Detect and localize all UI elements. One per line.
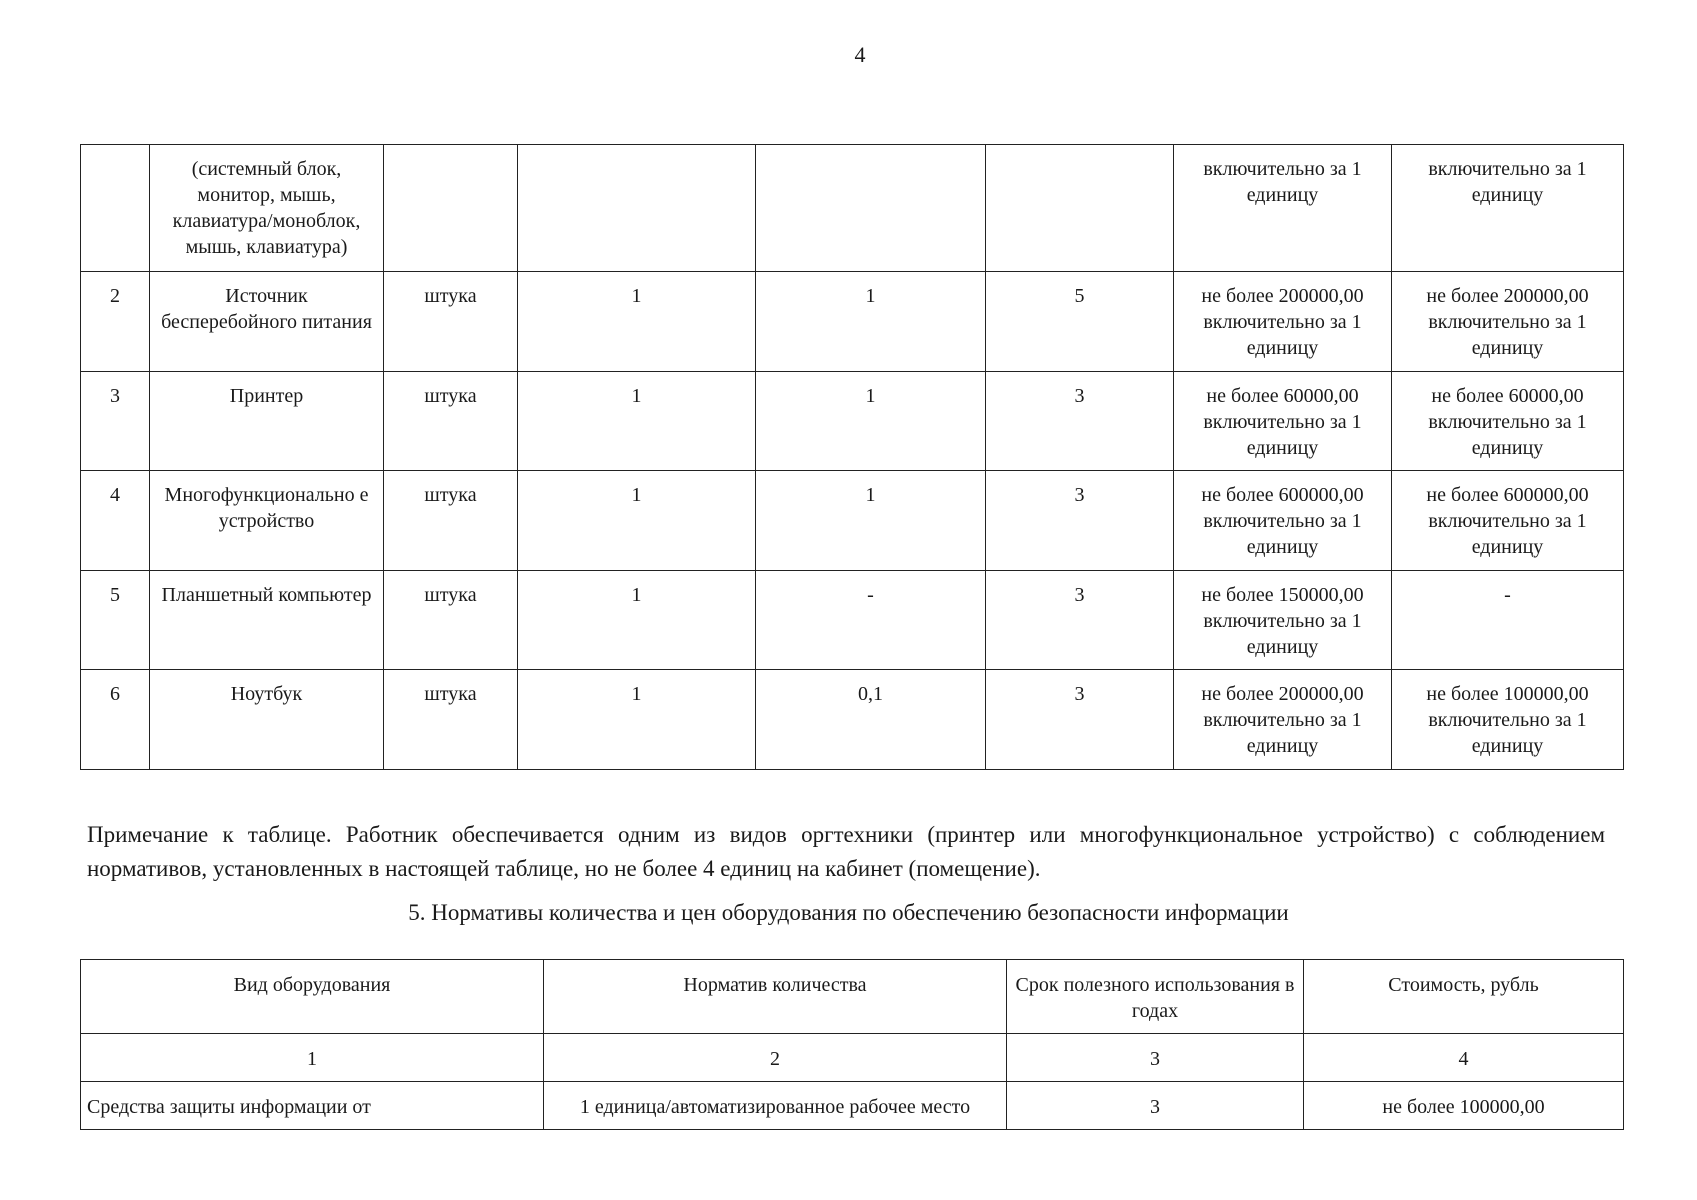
table-row	[81, 371, 1624, 471]
price-cell: не более 200000,00 включительно за 1 единицу	[1174, 272, 1392, 372]
column-number-row	[81, 1034, 1624, 1082]
value-cell: 1	[756, 371, 986, 471]
unit-cell: штука	[384, 371, 518, 471]
price-cell: включительно за 1 единицу	[1392, 145, 1624, 272]
row-number: 2	[81, 272, 150, 372]
value-cell: 1	[518, 670, 756, 770]
equipment-name: (системный блок, монитор, мышь, клавиатура/моноблок, мышь, клавиатура)	[150, 145, 384, 272]
value-cell: 1	[518, 471, 756, 571]
table-row	[81, 145, 1624, 272]
table-row	[81, 1082, 1624, 1130]
column-number: 2	[544, 1034, 1007, 1082]
term-cell: 5	[986, 272, 1174, 372]
price-cell: не более 200000,00 включительно за 1 единицу	[1392, 272, 1624, 372]
table-row	[81, 670, 1624, 770]
equipment-name: Источник бесперебойного питания	[150, 272, 384, 372]
column-header: Вид оборудования	[81, 960, 544, 1034]
table-row	[81, 471, 1624, 571]
price-cell: не более 100000,00	[1304, 1082, 1624, 1130]
column-header: Срок полезного использования в годах	[1007, 960, 1304, 1034]
column-number: 3	[1007, 1034, 1304, 1082]
equipment-type: Средства защиты информации от	[81, 1082, 544, 1130]
value-cell: -	[756, 570, 986, 670]
column-header: Норматив количества	[544, 960, 1007, 1034]
price-cell: не более 600000,00 включительно за 1 единицу	[1174, 471, 1392, 571]
unit-cell: штука	[384, 272, 518, 372]
security-norms-table	[80, 959, 1624, 1130]
table-header-row	[81, 960, 1624, 1034]
row-number: 5	[81, 570, 150, 670]
value-cell: 0,1	[756, 670, 986, 770]
price-cell: не более 150000,00 включительно за 1 единицу	[1174, 570, 1392, 670]
term-cell: 3	[986, 670, 1174, 770]
term-cell: 3	[1007, 1082, 1304, 1130]
term-cell: 3	[986, 371, 1174, 471]
unit-cell: штука	[384, 570, 518, 670]
equipment-name: Многофункционально е устройство	[150, 471, 384, 571]
equipment-name: Ноутбук	[150, 670, 384, 770]
term-cell	[986, 145, 1174, 272]
quantity-norm: 1 единица/автоматизированное рабочее место	[544, 1082, 1007, 1130]
column-number: 1	[81, 1034, 544, 1082]
unit-cell: штука	[384, 471, 518, 571]
page-number: 4	[854, 42, 866, 67]
value-cell: 1	[518, 272, 756, 372]
equipment-name: Принтер	[150, 371, 384, 471]
price-cell: не более 60000,00 включительно за 1 единицу	[1392, 371, 1624, 471]
price-cell: включительно за 1 единицу	[1174, 145, 1392, 272]
table-row	[81, 570, 1624, 670]
row-number: 4	[81, 471, 150, 571]
value-cell: 1	[518, 371, 756, 471]
term-cell: 3	[986, 570, 1174, 670]
row-number: 6	[81, 670, 150, 770]
value-cell	[756, 145, 986, 272]
price-cell: не более 600000,00 включительно за 1 единицу	[1392, 471, 1624, 571]
unit-cell: штука	[384, 670, 518, 770]
unit-cell	[384, 145, 518, 272]
price-cell: не более 100000,00 включительно за 1 единицу	[1392, 670, 1624, 770]
price-cell: не более 60000,00 включительно за 1 единицу	[1174, 371, 1392, 471]
price-cell: -	[1392, 570, 1624, 670]
price-cell: не более 200000,00 включительно за 1 единицу	[1174, 670, 1392, 770]
row-number: 3	[81, 371, 150, 471]
row-number	[81, 145, 150, 272]
table-row	[81, 272, 1624, 372]
equipment-norms-table	[80, 144, 1624, 770]
value-cell: 1	[756, 471, 986, 571]
column-number: 4	[1304, 1034, 1624, 1082]
section-title: 5. Нормативы количества и цен оборудования по обеспечению безопасности информации	[408, 900, 1289, 925]
equipment-name: Планшетный компьютер	[150, 570, 384, 670]
value-cell: 1	[756, 272, 986, 372]
value-cell: 1	[518, 570, 756, 670]
value-cell	[518, 145, 756, 272]
column-header: Стоимость, рубль	[1304, 960, 1624, 1034]
table-note: Примечание к таблице. Работник обеспечивается одним из видов оргтехники (принтер или многофункциональное устройство) с соблюдением нормативов, установленных в настоящей таблице, но не более 4 единиц на кабинет (помещение).	[87, 822, 1605, 881]
term-cell: 3	[986, 471, 1174, 571]
